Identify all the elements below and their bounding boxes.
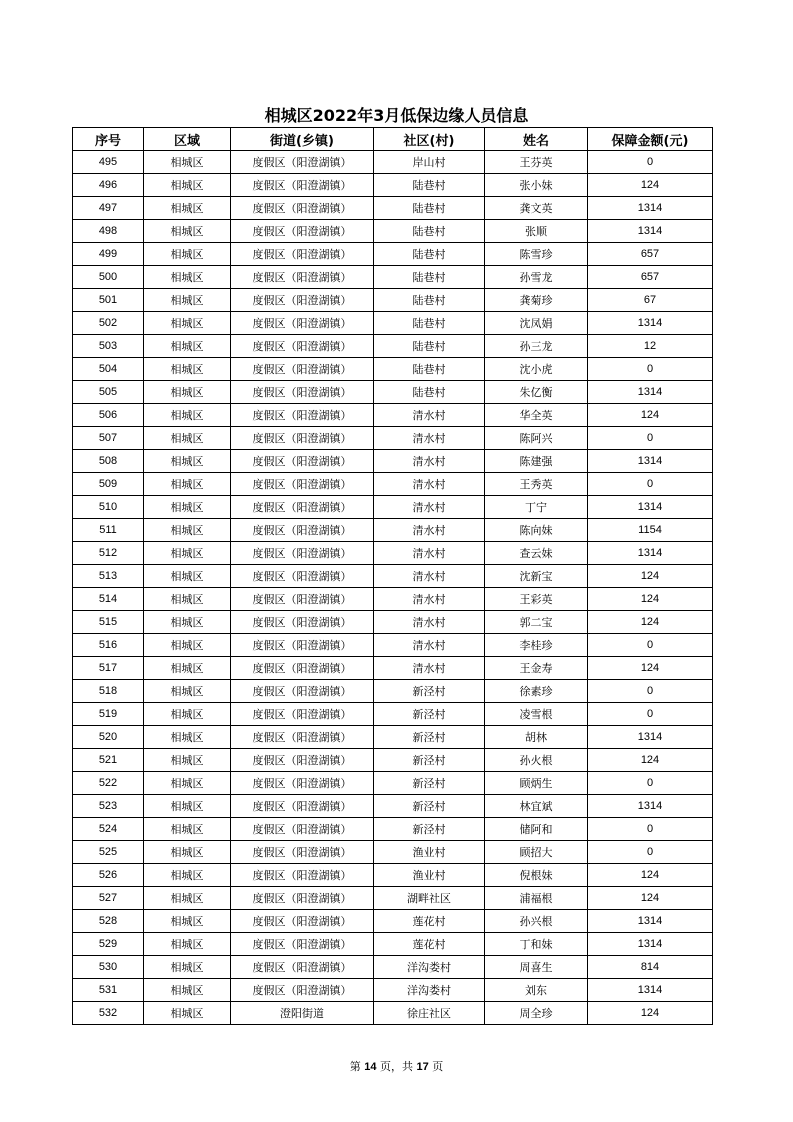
cell-name: 周全珍 (485, 1002, 588, 1025)
cell-district: 相城区 (144, 151, 231, 174)
cell-street: 度假区（阳澄湖镇） (231, 542, 374, 565)
cell-amount: 0 (588, 703, 713, 726)
cell-name: 张顺 (485, 220, 588, 243)
cell-street: 度假区（阳澄湖镇） (231, 611, 374, 634)
cell-index: 519 (73, 703, 144, 726)
cell-name: 沈小虎 (485, 358, 588, 381)
table-row (73, 956, 713, 979)
cell-street: 度假区（阳澄湖镇） (231, 243, 374, 266)
cell-community: 莲花村 (374, 933, 485, 956)
cell-district: 相城区 (144, 841, 231, 864)
table-row (73, 151, 713, 174)
cell-name: 顾招大 (485, 841, 588, 864)
cell-index: 527 (73, 887, 144, 910)
cell-district: 相城区 (144, 289, 231, 312)
cell-amount: 124 (588, 611, 713, 634)
cell-index: 529 (73, 933, 144, 956)
cell-community: 渔业村 (374, 864, 485, 887)
cell-street: 度假区（阳澄湖镇） (231, 473, 374, 496)
cell-street: 度假区（阳澄湖镇） (231, 335, 374, 358)
cell-community: 清水村 (374, 565, 485, 588)
cell-name: 胡林 (485, 726, 588, 749)
cell-amount: 0 (588, 473, 713, 496)
table-row (73, 634, 713, 657)
table-row (73, 381, 713, 404)
cell-index: 530 (73, 956, 144, 979)
cell-district: 相城区 (144, 818, 231, 841)
cell-street: 度假区（阳澄湖镇） (231, 565, 374, 588)
cell-amount: 1314 (588, 910, 713, 933)
table-row (73, 588, 713, 611)
cell-amount: 0 (588, 818, 713, 841)
table-row (73, 565, 713, 588)
table-row (73, 726, 713, 749)
cell-district: 相城区 (144, 703, 231, 726)
cell-district: 相城区 (144, 312, 231, 335)
cell-amount: 1314 (588, 197, 713, 220)
cell-amount: 0 (588, 358, 713, 381)
table-row (73, 220, 713, 243)
cell-street: 度假区（阳澄湖镇） (231, 795, 374, 818)
cell-index: 495 (73, 151, 144, 174)
cell-amount: 124 (588, 404, 713, 427)
cell-street: 度假区（阳澄湖镇） (231, 174, 374, 197)
cell-district: 相城区 (144, 243, 231, 266)
cell-index: 506 (73, 404, 144, 427)
cell-index: 512 (73, 542, 144, 565)
footer-prefix: 第 (349, 1060, 365, 1073)
cell-district: 相城区 (144, 634, 231, 657)
cell-community: 清水村 (374, 542, 485, 565)
cell-amount: 814 (588, 956, 713, 979)
cell-index: 521 (73, 749, 144, 772)
cell-community: 新泾村 (374, 680, 485, 703)
cell-amount: 0 (588, 772, 713, 795)
cell-amount: 124 (588, 565, 713, 588)
cell-name: 朱亿衡 (485, 381, 588, 404)
cell-name: 王芬英 (485, 151, 588, 174)
cell-amount: 0 (588, 634, 713, 657)
table-row (73, 174, 713, 197)
table-row (73, 933, 713, 956)
cell-amount: 0 (588, 151, 713, 174)
cell-district: 相城区 (144, 358, 231, 381)
cell-name: 储阿和 (485, 818, 588, 841)
cell-name: 沈凤娟 (485, 312, 588, 335)
cell-community: 陆巷村 (374, 243, 485, 266)
cell-district: 相城区 (144, 197, 231, 220)
cell-district: 相城区 (144, 956, 231, 979)
header-community: 社区(村) (374, 128, 485, 151)
cell-name: 浦福根 (485, 887, 588, 910)
cell-community: 洋沟娄村 (374, 956, 485, 979)
cell-community: 新泾村 (374, 726, 485, 749)
cell-street: 澄阳街道 (231, 1002, 374, 1025)
header-amount: 保障金额(元) (588, 128, 713, 151)
cell-street: 度假区（阳澄湖镇） (231, 427, 374, 450)
cell-amount: 1314 (588, 312, 713, 335)
cell-street: 度假区（阳澄湖镇） (231, 220, 374, 243)
cell-community: 洋沟娄村 (374, 979, 485, 1002)
cell-name: 顾炳生 (485, 772, 588, 795)
table-row (73, 496, 713, 519)
cell-district: 相城区 (144, 795, 231, 818)
cell-amount: 124 (588, 1002, 713, 1025)
cell-community: 新泾村 (374, 749, 485, 772)
header-street: 街道(乡镇) (231, 128, 374, 151)
cell-amount: 0 (588, 427, 713, 450)
cell-amount: 0 (588, 841, 713, 864)
table-row (73, 680, 713, 703)
cell-index: 514 (73, 588, 144, 611)
cell-community: 岸山村 (374, 151, 485, 174)
table-row (73, 841, 713, 864)
cell-district: 相城区 (144, 335, 231, 358)
cell-name: 丁和妹 (485, 933, 588, 956)
cell-street: 度假区（阳澄湖镇） (231, 312, 374, 335)
cell-street: 度假区（阳澄湖镇） (231, 197, 374, 220)
cell-district: 相城区 (144, 542, 231, 565)
cell-name: 刘东 (485, 979, 588, 1002)
page-footer (0, 1058, 793, 1074)
table-row (73, 703, 713, 726)
page-title: 相城区2022年3月低保边缘人员信息 (264, 106, 529, 125)
cell-amount: 657 (588, 266, 713, 289)
table-row (73, 243, 713, 266)
table-row (73, 335, 713, 358)
cell-street: 度假区（阳澄湖镇） (231, 726, 374, 749)
table-row (73, 312, 713, 335)
cell-index: 503 (73, 335, 144, 358)
cell-street: 度假区（阳澄湖镇） (231, 887, 374, 910)
cell-amount: 124 (588, 174, 713, 197)
table-row (73, 657, 713, 680)
cell-amount: 1154 (588, 519, 713, 542)
cell-amount: 124 (588, 749, 713, 772)
table-row (73, 197, 713, 220)
cell-community: 陆巷村 (374, 197, 485, 220)
cell-community: 新泾村 (374, 703, 485, 726)
cell-index: 528 (73, 910, 144, 933)
cell-community: 清水村 (374, 634, 485, 657)
cell-street: 度假区（阳澄湖镇） (231, 979, 374, 1002)
cell-street: 度假区（阳澄湖镇） (231, 772, 374, 795)
cell-name: 徐素珍 (485, 680, 588, 703)
cell-district: 相城区 (144, 496, 231, 519)
table-body (73, 151, 713, 1025)
cell-name: 陈建强 (485, 450, 588, 473)
cell-district: 相城区 (144, 381, 231, 404)
cell-community: 陆巷村 (374, 381, 485, 404)
table-row (73, 473, 713, 496)
cell-street: 度假区（阳澄湖镇） (231, 266, 374, 289)
cell-index: 497 (73, 197, 144, 220)
cell-community: 清水村 (374, 588, 485, 611)
cell-community: 清水村 (374, 519, 485, 542)
cell-district: 相城区 (144, 450, 231, 473)
cell-amount: 124 (588, 657, 713, 680)
table-row (73, 358, 713, 381)
cell-name: 凌雪根 (485, 703, 588, 726)
cell-district: 相城区 (144, 979, 231, 1002)
cell-district: 相城区 (144, 519, 231, 542)
cell-community: 新泾村 (374, 772, 485, 795)
cell-name: 王秀英 (485, 473, 588, 496)
cell-name: 龚菊珍 (485, 289, 588, 312)
cell-district: 相城区 (144, 404, 231, 427)
cell-district: 相城区 (144, 726, 231, 749)
cell-community: 陆巷村 (374, 289, 485, 312)
cell-community: 湖畔社区 (374, 887, 485, 910)
cell-district: 相城区 (144, 887, 231, 910)
cell-community: 清水村 (374, 404, 485, 427)
cell-index: 508 (73, 450, 144, 473)
cell-district: 相城区 (144, 910, 231, 933)
cell-street: 度假区（阳澄湖镇） (231, 381, 374, 404)
cell-district: 相城区 (144, 266, 231, 289)
cell-district: 相城区 (144, 933, 231, 956)
cell-amount: 1314 (588, 979, 713, 1002)
cell-index: 507 (73, 427, 144, 450)
cell-name: 陈雪珍 (485, 243, 588, 266)
cell-name: 陈阿兴 (485, 427, 588, 450)
cell-name: 孙三龙 (485, 335, 588, 358)
cell-index: 518 (73, 680, 144, 703)
cell-community: 清水村 (374, 473, 485, 496)
cell-index: 532 (73, 1002, 144, 1025)
cell-street: 度假区（阳澄湖镇） (231, 818, 374, 841)
cell-name: 郭二宝 (485, 611, 588, 634)
table-row (73, 772, 713, 795)
table-row (73, 749, 713, 772)
cell-community: 陆巷村 (374, 174, 485, 197)
cell-index: 515 (73, 611, 144, 634)
cell-index: 511 (73, 519, 144, 542)
cell-name: 孙雪龙 (485, 266, 588, 289)
cell-index: 510 (73, 496, 144, 519)
cell-district: 相城区 (144, 657, 231, 680)
cell-street: 度假区（阳澄湖镇） (231, 680, 374, 703)
cell-street: 度假区（阳澄湖镇） (231, 703, 374, 726)
cell-amount: 124 (588, 864, 713, 887)
header-district: 区域 (144, 128, 231, 151)
table-row (73, 887, 713, 910)
table-row (73, 519, 713, 542)
cell-name: 丁宁 (485, 496, 588, 519)
cell-index: 505 (73, 381, 144, 404)
cell-name: 孙兴根 (485, 910, 588, 933)
cell-street: 度假区（阳澄湖镇） (231, 404, 374, 427)
cell-street: 度假区（阳澄湖镇） (231, 864, 374, 887)
cell-street: 度假区（阳澄湖镇） (231, 657, 374, 680)
cell-name: 李桂珍 (485, 634, 588, 657)
cell-street: 度假区（阳澄湖镇） (231, 289, 374, 312)
cell-index: 520 (73, 726, 144, 749)
cell-street: 度假区（阳澄湖镇） (231, 519, 374, 542)
cell-community: 陆巷村 (374, 358, 485, 381)
cell-index: 516 (73, 634, 144, 657)
cell-district: 相城区 (144, 749, 231, 772)
cell-index: 531 (73, 979, 144, 1002)
table-row (73, 266, 713, 289)
footer-middle: 页，共 (376, 1060, 417, 1073)
cell-community: 清水村 (374, 657, 485, 680)
cell-community: 陆巷村 (374, 312, 485, 335)
cell-amount: 1314 (588, 450, 713, 473)
cell-index: 500 (73, 266, 144, 289)
table-row (73, 1002, 713, 1025)
cell-index: 498 (73, 220, 144, 243)
cell-community: 徐庄社区 (374, 1002, 485, 1025)
cell-index: 496 (73, 174, 144, 197)
table-row (73, 910, 713, 933)
table-row (73, 795, 713, 818)
cell-amount: 12 (588, 335, 713, 358)
cell-name: 王金寿 (485, 657, 588, 680)
cell-street: 度假区（阳澄湖镇） (231, 749, 374, 772)
cell-index: 501 (73, 289, 144, 312)
cell-amount: 1314 (588, 542, 713, 565)
cell-index: 499 (73, 243, 144, 266)
cell-name: 倪根妹 (485, 864, 588, 887)
table-row (73, 611, 713, 634)
cell-district: 相城区 (144, 611, 231, 634)
cell-street: 度假区（阳澄湖镇） (231, 933, 374, 956)
table-row (73, 542, 713, 565)
table-row (73, 427, 713, 450)
cell-community: 陆巷村 (374, 335, 485, 358)
cell-name: 孙火根 (485, 749, 588, 772)
footer-page-number: 14 (364, 1061, 377, 1073)
cell-amount: 1314 (588, 220, 713, 243)
cell-community: 清水村 (374, 450, 485, 473)
cell-community: 陆巷村 (374, 220, 485, 243)
cell-amount: 0 (588, 680, 713, 703)
cell-street: 度假区（阳澄湖镇） (231, 496, 374, 519)
cell-name: 周喜生 (485, 956, 588, 979)
cell-district: 相城区 (144, 1002, 231, 1025)
cell-index: 504 (73, 358, 144, 381)
cell-district: 相城区 (144, 680, 231, 703)
data-table (72, 127, 713, 1025)
cell-index: 523 (73, 795, 144, 818)
cell-street: 度假区（阳澄湖镇） (231, 358, 374, 381)
cell-street: 度假区（阳澄湖镇） (231, 450, 374, 473)
cell-index: 502 (73, 312, 144, 335)
table-row (73, 289, 713, 312)
cell-name: 林宜斌 (485, 795, 588, 818)
header-row (73, 128, 713, 151)
cell-amount: 1314 (588, 381, 713, 404)
table-row (73, 450, 713, 473)
cell-index: 513 (73, 565, 144, 588)
cell-community: 渔业村 (374, 841, 485, 864)
cell-amount: 1314 (588, 726, 713, 749)
table-row (73, 979, 713, 1002)
cell-amount: 1314 (588, 795, 713, 818)
table-row (73, 404, 713, 427)
cell-community: 清水村 (374, 427, 485, 450)
cell-district: 相城区 (144, 473, 231, 496)
cell-street: 度假区（阳澄湖镇） (231, 588, 374, 611)
footer-total-pages: 17 (416, 1061, 429, 1073)
cell-street: 度假区（阳澄湖镇） (231, 910, 374, 933)
cell-community: 清水村 (374, 496, 485, 519)
cell-district: 相城区 (144, 220, 231, 243)
cell-name: 查云妹 (485, 542, 588, 565)
cell-amount: 124 (588, 588, 713, 611)
cell-name: 华全英 (485, 404, 588, 427)
cell-amount: 1314 (588, 496, 713, 519)
cell-name: 陈向妹 (485, 519, 588, 542)
cell-index: 524 (73, 818, 144, 841)
cell-street: 度假区（阳澄湖镇） (231, 956, 374, 979)
cell-amount: 657 (588, 243, 713, 266)
cell-street: 度假区（阳澄湖镇） (231, 151, 374, 174)
cell-index: 525 (73, 841, 144, 864)
cell-name: 王彩英 (485, 588, 588, 611)
cell-street: 度假区（阳澄湖镇） (231, 634, 374, 657)
cell-community: 新泾村 (374, 795, 485, 818)
cell-district: 相城区 (144, 864, 231, 887)
cell-name: 沈新宝 (485, 565, 588, 588)
cell-street: 度假区（阳澄湖镇） (231, 841, 374, 864)
table-row (73, 818, 713, 841)
cell-name: 龚文英 (485, 197, 588, 220)
cell-name: 张小妹 (485, 174, 588, 197)
cell-district: 相城区 (144, 588, 231, 611)
cell-community: 清水村 (374, 611, 485, 634)
cell-index: 517 (73, 657, 144, 680)
footer-suffix: 页 (428, 1060, 444, 1073)
cell-district: 相城区 (144, 427, 231, 450)
cell-district: 相城区 (144, 565, 231, 588)
cell-index: 509 (73, 473, 144, 496)
cell-index: 522 (73, 772, 144, 795)
cell-index: 526 (73, 864, 144, 887)
table-row (73, 864, 713, 887)
cell-amount: 124 (588, 887, 713, 910)
header-name: 姓名 (485, 128, 588, 151)
cell-community: 陆巷村 (374, 266, 485, 289)
cell-community: 莲花村 (374, 910, 485, 933)
cell-amount: 67 (588, 289, 713, 312)
cell-community: 新泾村 (374, 818, 485, 841)
header-index: 序号 (73, 128, 144, 151)
cell-amount: 1314 (588, 933, 713, 956)
cell-district: 相城区 (144, 772, 231, 795)
cell-district: 相城区 (144, 174, 231, 197)
